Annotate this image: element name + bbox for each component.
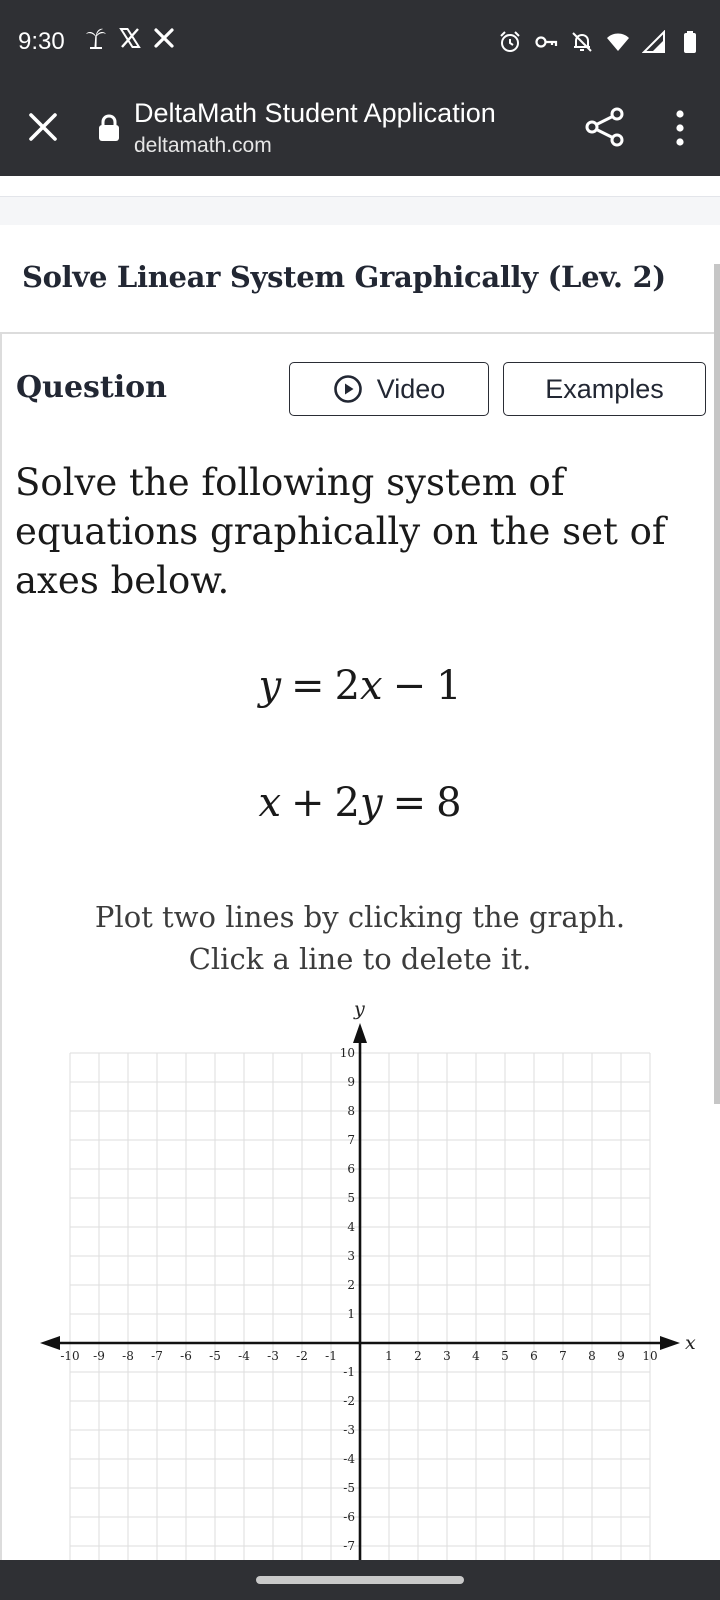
x-tick-label: 4	[472, 1349, 480, 1363]
y-tick-label: 10	[339, 1046, 355, 1060]
y-tick-label: 9	[347, 1075, 355, 1089]
eq1-lhs: y	[258, 663, 282, 709]
examples-button[interactable]	[503, 362, 706, 416]
wifi-icon	[606, 30, 630, 54]
y-tick-label: -4	[343, 1452, 355, 1466]
y-tick-label: -5	[343, 1481, 355, 1495]
y-tick-label: -6	[343, 1510, 355, 1524]
y-tick-label: -7	[343, 1539, 355, 1553]
alarm-icon	[498, 30, 522, 54]
x-tick-label: 10	[642, 1349, 658, 1363]
question-label: Question	[16, 370, 167, 405]
x-axis-label: x	[685, 1332, 696, 1354]
eq2-coef: 2	[334, 780, 360, 826]
signal-icon	[642, 30, 666, 54]
instruction-plot: Plot two lines by clicking the graph.	[94, 900, 626, 934]
eq1-minus: −	[392, 663, 427, 709]
eq1-const: 1	[436, 663, 462, 709]
x-tick-label: -10	[60, 1349, 80, 1363]
x-tick-label: -8	[122, 1349, 134, 1363]
eq2-v1: x	[258, 780, 281, 826]
eq1-rel: =	[291, 663, 325, 709]
x-tick-label: -7	[151, 1349, 163, 1363]
share-icon[interactable]	[584, 106, 626, 148]
x-mark-icon	[152, 26, 176, 50]
x-tick-label: 6	[530, 1349, 538, 1363]
eq2-rel: =	[392, 780, 427, 826]
x-axis-arrow-left	[40, 1336, 60, 1350]
coordinate-plane[interactable]	[0, 990, 720, 1560]
palm-tree-icon	[84, 26, 108, 50]
x-tick-label: 1	[385, 1349, 393, 1363]
eq2-const: 8	[436, 780, 462, 826]
x-axis-arrow-right	[660, 1336, 680, 1350]
x-tick-label: -6	[180, 1349, 192, 1363]
silent-icon	[570, 30, 594, 54]
graph-area[interactable]	[0, 990, 720, 1560]
video-button-label: Video	[376, 373, 446, 404]
battery-icon	[678, 30, 702, 54]
play-circle-icon	[333, 374, 363, 404]
y-tick-label: 5	[347, 1191, 355, 1205]
y-tick-label: 6	[347, 1162, 355, 1176]
home-gesture-handle[interactable]	[256, 1576, 464, 1584]
eq2-plus: +	[291, 780, 325, 826]
x-tick-label: -9	[93, 1349, 105, 1363]
examples-button-label: Examples	[545, 373, 664, 404]
lock-icon	[98, 114, 120, 142]
equation-1	[0, 663, 720, 709]
x-logo-icon	[118, 26, 142, 50]
equation-2	[0, 780, 720, 826]
y-axis-label: y	[354, 998, 365, 1020]
x-tick-label: -2	[296, 1349, 308, 1363]
video-button[interactable]	[289, 362, 489, 416]
x-tick-label: -4	[238, 1349, 250, 1363]
x-tick-label: -1	[325, 1349, 337, 1363]
y-tick-label: 8	[347, 1104, 355, 1118]
eq1-coef: 2	[334, 663, 361, 709]
y-tick-label: -1	[343, 1365, 355, 1379]
page-url: deltamath.com	[134, 134, 272, 157]
x-tick-label: 8	[588, 1349, 596, 1363]
x-tick-label: 2	[414, 1349, 422, 1363]
divider	[0, 332, 714, 334]
problem-title: Solve Linear System Graphically (Lev. 2)	[22, 260, 666, 294]
close-icon[interactable]	[26, 110, 60, 144]
y-tick-label: 7	[347, 1133, 355, 1147]
navigation-bar	[0, 1560, 720, 1600]
gray-band	[0, 197, 720, 225]
x-tick-label: 7	[559, 1349, 567, 1363]
question-prompt: Solve the following system of equations graphically on the set of axes below.	[15, 461, 666, 602]
status-bar	[0, 0, 720, 86]
browser-toolbar	[0, 86, 720, 176]
x-tick-label: -3	[267, 1349, 279, 1363]
more-options-icon[interactable]	[668, 108, 692, 148]
eq1-var: x	[360, 663, 383, 709]
status-time: 9:30	[18, 28, 65, 55]
page-title: DeltaMath Student Application	[134, 98, 496, 128]
instruction-delete: Click a line to delete it.	[188, 942, 532, 976]
y-tick-label: 2	[347, 1278, 355, 1292]
eq2-v2: y	[359, 780, 383, 826]
page-header-strip	[0, 176, 720, 197]
key-icon	[534, 30, 558, 54]
x-tick-label: 9	[617, 1349, 625, 1363]
y-tick-label: -3	[343, 1423, 355, 1437]
x-tick-label: 3	[443, 1349, 451, 1363]
y-axis-arrow-up	[353, 1023, 367, 1043]
x-tick-label: 5	[501, 1349, 509, 1363]
y-tick-label: 1	[347, 1307, 355, 1321]
x-tick-label: -5	[209, 1349, 221, 1363]
y-tick-label: 4	[347, 1220, 355, 1234]
y-tick-label: 3	[347, 1249, 355, 1263]
y-tick-label: -2	[343, 1394, 355, 1408]
